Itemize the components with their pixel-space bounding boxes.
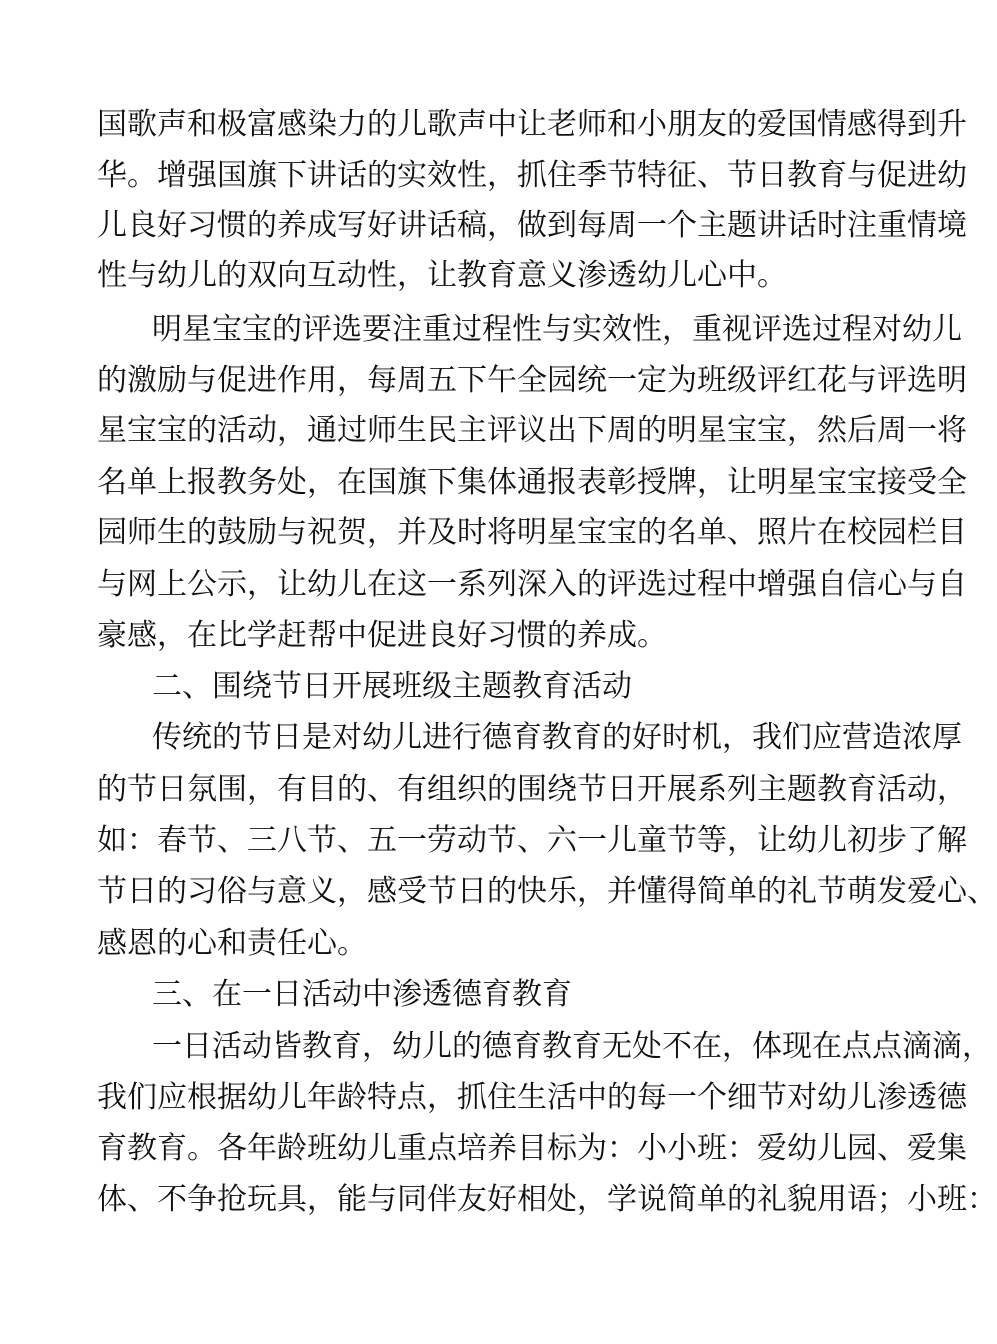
paragraph-line: 节日的习俗与意义，感受节日的快乐，并懂得简单的礼节萌发爱心、 (97, 874, 997, 909)
paragraph-line: 豪感，在比学赶帮中促进良好习惯的养成。 (97, 618, 667, 653)
paragraph-line: 性与幼儿的双向互动性，让教育意义渗透幼儿心中。 (97, 258, 787, 293)
paragraph-line: 体、不争抢玩具，能与同伴友好相处，学说简单的礼貌用语；小班： (97, 1182, 997, 1217)
paragraph-line: 儿良好习惯的养成写好讲话稿，做到每周一个主题讲话时注重情境 (97, 208, 967, 243)
paragraph-line: 名单上报教务处，在国旗下集体通报表彰授牌，让明星宝宝接受全 (97, 465, 967, 500)
section-heading: 二、围绕节日开展班级主题教育活动 (152, 669, 632, 704)
paragraph-line: 感恩的心和责任心。 (97, 926, 367, 961)
paragraph-line: 星宝宝的活动，通过师生民主评议出下周的明星宝宝，然后周一将 (97, 413, 967, 448)
paragraph-line: 华。增强国旗下讲话的实效性，抓住季节特征、节日教育与促进幼 (97, 158, 967, 193)
section-heading: 三、在一日活动中渗透德育教育 (152, 977, 572, 1012)
paragraph-line: 传统的节日是对幼儿进行德育教育的好时机，我们应营造浓厚 (152, 720, 962, 755)
paragraph-line: 园师生的鼓励与祝贺，并及时将明星宝宝的名单、照片在校园栏目 (97, 515, 967, 550)
paragraph-line: 与网上公示，让幼儿在这一系列深入的评选过程中增强自信心与自 (97, 567, 967, 602)
paragraph-line: 我们应根据幼儿年龄特点，抓住生活中的每一个细节对幼儿渗透德 (97, 1080, 967, 1115)
paragraph-line: 的节日氛围，有目的、有组织的围绕节日开展系列主题教育活动， (97, 772, 967, 807)
paragraph-line: 如：春节、三八节、五一劳动节、六一儿童节等，让幼儿初步了解 (97, 823, 967, 858)
paragraph-line: 国歌声和极富感染力的儿歌声中让老师和小朋友的爱国情感得到升 (97, 107, 967, 142)
paragraph-line: 育教育。各年龄班幼儿重点培养目标为：小小班：爱幼儿园、爱集 (97, 1131, 967, 1166)
paragraph-line: 明星宝宝的评选要注重过程性与实效性，重视评选过程对幼儿 (152, 312, 962, 347)
paragraph-line: 一日活动皆教育，幼儿的德育教育无处不在，体现在点点滴滴， (152, 1029, 992, 1064)
paragraph-line: 的激励与促进作用，每周五下午全园统一定为班级评红花与评选明 (97, 363, 967, 398)
